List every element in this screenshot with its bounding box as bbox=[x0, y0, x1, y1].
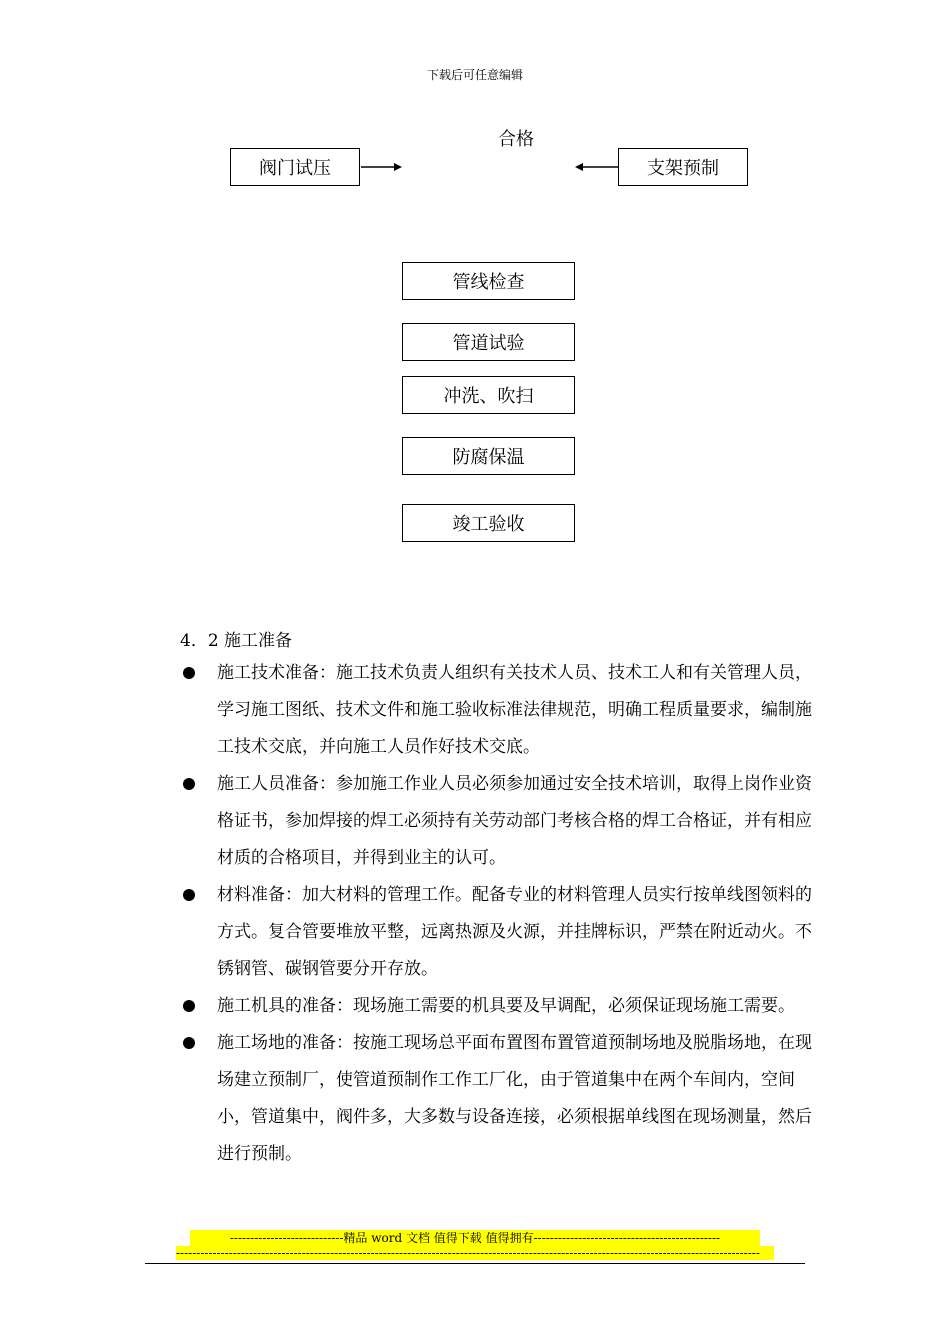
footer-dash-line: ------------------------------------------------------------------------------------------------------------------------------------------------ bbox=[176, 1246, 774, 1260]
bullet-text: 施工人员准备：参加施工作业人员必须参加通过安全技术培训，取得上岗作业资格证书，参加焊接的焊工必须持有关劳动部门考核合格的焊工合格证，并有相应材质的合格项目，并得到业主的认可。 bbox=[217, 774, 812, 868]
bullet-dot-icon bbox=[183, 778, 195, 790]
bullet-text: 施工机具的准备：现场施工需要的机具要及早调配，必须保证现场施工需要。 bbox=[217, 996, 795, 1016]
flow-label-qualified: 合格 bbox=[498, 129, 534, 150]
bullet-text: 材料准备：加大材料的管理工作。配备专业的材料管理人员实行按单线图领料的方式。复合管要堆放平整，远离热源及火源，并挂牌标识，严禁在附近动火。不锈钢管、碳钢管要分开存放。 bbox=[217, 885, 812, 979]
flow-step-anticorrosion-insulation: 防腐保温 bbox=[402, 437, 575, 475]
bullet-dot-icon bbox=[183, 889, 195, 901]
flow-step-completion-acceptance: 竣工验收 bbox=[402, 504, 575, 542]
footer-rule bbox=[145, 1263, 805, 1264]
bullet-dot-icon bbox=[183, 667, 195, 679]
bullet-item bbox=[180, 766, 820, 877]
bullet-text: 施工场地的准备：按施工现场总平面布置图布置管道预制场地及脱脂场地，在现场建立预制厂，使管道预制作工作工厂化，由于管道集中在两个车间内，空间小，管道集中，阀件多，大多数与设备连接，必须根据单线图在现场测量，然后进行预制。 bbox=[217, 1033, 812, 1164]
bullet-item bbox=[180, 655, 820, 766]
flow-box-valve-pressure-test: 阀门试压 bbox=[230, 148, 360, 186]
bullet-list bbox=[180, 655, 820, 1173]
section-title: 4．2 施工准备 bbox=[180, 631, 293, 651]
bullet-item bbox=[180, 988, 820, 1025]
bullet-item bbox=[180, 877, 820, 988]
footer-banner: ----------------------------精品 word 文档 值得下载 值得拥有---------------------------------------------- bbox=[190, 1230, 760, 1246]
bullet-text: 施工技术准备：施工技术负责人组织有关技术人员、技术工人和有关管理人员，学习施工图纸、技术文件和施工验收标准法律规范，明确工程质量要求，编制施工技术交底，并向施工人员作好技术交底。 bbox=[217, 663, 812, 757]
bullet-item bbox=[180, 1025, 820, 1173]
flow-step-pipeline-inspection: 管线检查 bbox=[402, 262, 575, 300]
flow-step-pipe-test: 管道试验 bbox=[402, 323, 575, 361]
header-note: 下载后可任意编辑 bbox=[426, 68, 523, 82]
flow-box-support-prefab: 支架预制 bbox=[618, 148, 748, 186]
bullet-dot-icon bbox=[183, 1037, 195, 1049]
bullet-dot-icon bbox=[183, 1000, 195, 1012]
flow-step-flush-purge: 冲洗、吹扫 bbox=[402, 376, 575, 414]
